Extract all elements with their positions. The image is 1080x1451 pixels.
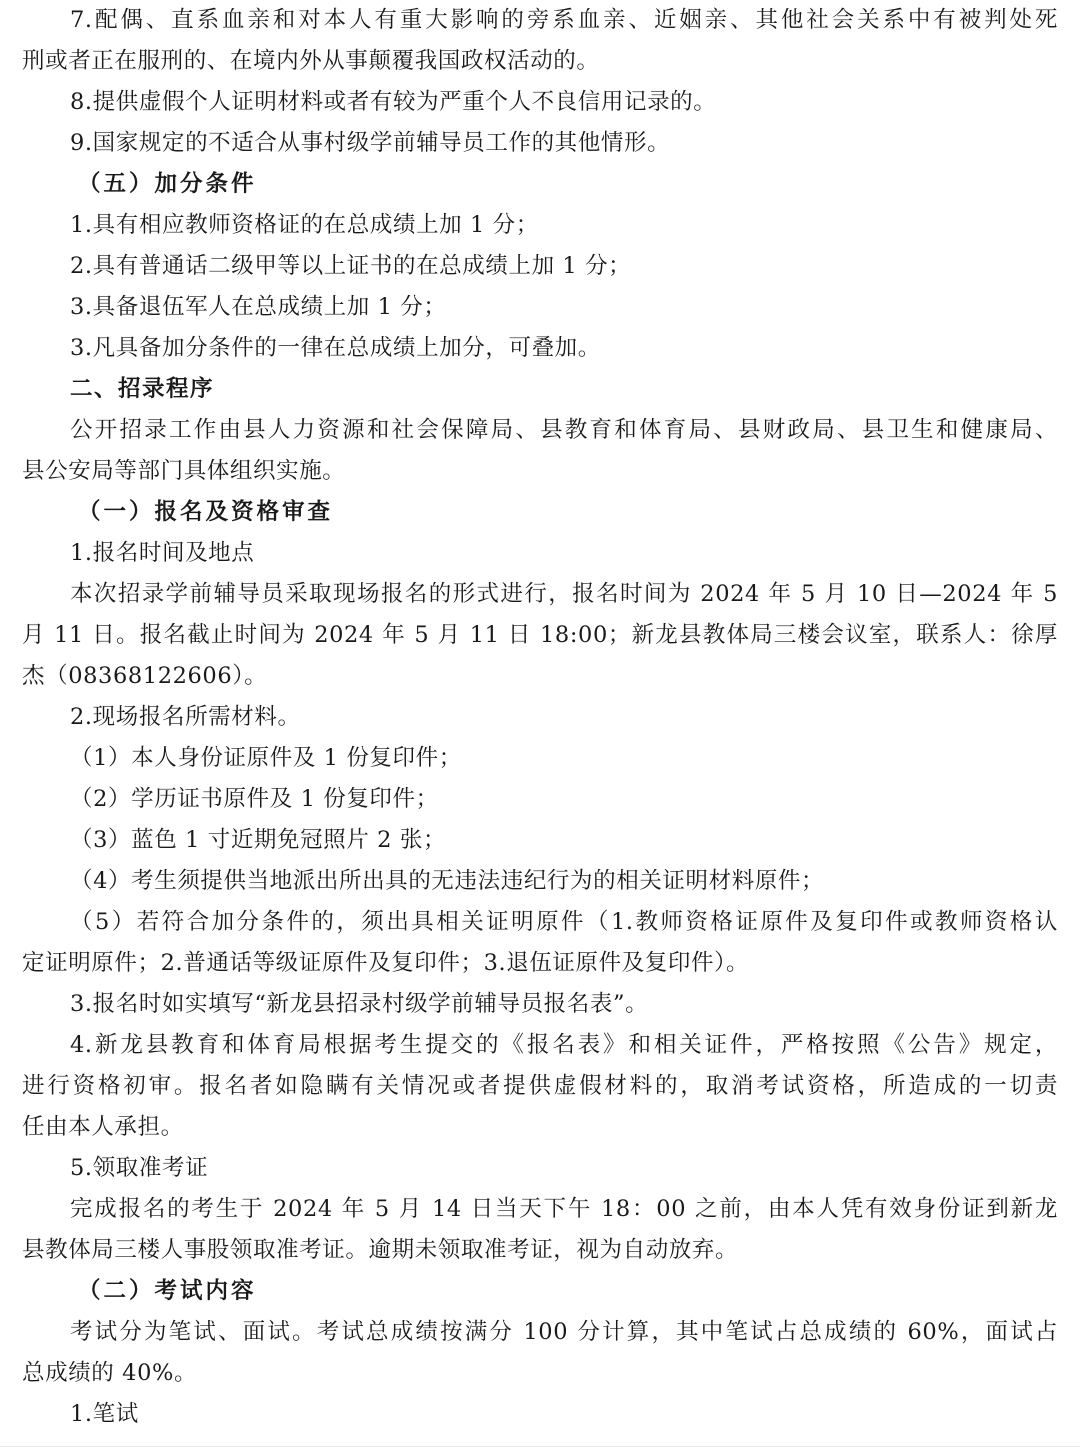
para-line: 2.具有普通话二级甲等以上证书的在总成绩上加 1 分； xyxy=(70,253,632,279)
para-line: 9.国家规定的不适合从事村级学前辅导员工作的其他情形。 xyxy=(70,130,671,156)
page-edge-divider xyxy=(0,1446,1080,1447)
para-line: 5.领取准考证 xyxy=(70,1155,209,1181)
para-line: 本次招录学前辅导员采取现场报名的形式进行，报名时间为 2024 年 5 月 10 日—2024 年 5 xyxy=(70,581,1058,607)
para-line: 完成报名的考生于 2024 年 5 月 14 日当天下午 18：00 之前，由本人凭有效身份证到新龙 xyxy=(70,1196,1058,1222)
list-item: （4）考生须提供当地派出所出具的无违法违纪行为的相关证明材料原件； xyxy=(70,868,825,894)
para-line: 杰（08368122606）。 xyxy=(22,663,268,689)
para-line: 2.现场报名所需材料。 xyxy=(70,704,301,730)
para-line: 3.具备退伍军人在总成绩上加 1 分； xyxy=(70,294,447,320)
para-line: 7.配偶、直系血亲和对本人有重大影响的旁系血亲、近姻亲、其他社会关系中有被判处死 xyxy=(70,7,1058,33)
list-item: （3）蓝色 1 寸近期免冠照片 2 张； xyxy=(70,827,447,853)
para-line: 3.凡具备加分条件的一律在总成绩上加分，可叠加。 xyxy=(70,335,601,361)
para-line: 8.提供虚假个人证明材料或者有较为严重个人不良信用记录的。 xyxy=(70,89,717,115)
para-line: 总成绩的 40%。 xyxy=(22,1360,198,1386)
subsection-heading: （二）考试内容 xyxy=(78,1278,257,1304)
para-line: 4.新龙县教育和体育局根据考生提交的《报名表》和相关证件，严格按照《公告》规定， xyxy=(70,1032,1058,1058)
list-item: （5）若符合加分条件的，须出具相关证明原件（1.教师资格证原件及复印件或教师资格认 xyxy=(70,909,1058,935)
para-line: 县公安局等部门具体组织实施。 xyxy=(22,458,346,484)
para-line: 月 11 日。报名截止时间为 2024 年 5 月 11 日 18:00；新龙县教体局三楼会议室，联系人：徐厚 xyxy=(22,622,1058,648)
para-line: 3.报名时如实填写“新龙县招录村级学前辅导员报名表”。 xyxy=(70,991,649,1017)
para-line: 县教体局三楼人事股领取准考证。逾期未领取准考证，视为自动放弃。 xyxy=(22,1237,739,1263)
subsection-heading: （五）加分条件 xyxy=(78,171,257,197)
para-line: 1.报名时间及地点 xyxy=(70,540,255,566)
subsection-heading: （一）报名及资格审查 xyxy=(78,499,334,525)
para-line: 进行资格初审。报名者如隐瞒有关情况或者提供虚假材料的，取消考试资格，所造成的一切责 xyxy=(22,1073,1058,1099)
para-line: 1.具有相应教师资格证的在总成绩上加 1 分； xyxy=(70,212,539,238)
para-line: 1.笔试 xyxy=(70,1401,139,1427)
para-line: 定证明原件；2.普通话等级证原件及复印件；3.退伍证原件及复印件）。 xyxy=(22,950,750,976)
section-heading: 二、招录程序 xyxy=(70,376,215,402)
document-page xyxy=(22,0,1058,1451)
para-line: 公开招录工作由县人力资源和社会保障局、县教育和体育局、县财政局、县卫生和健康局、 xyxy=(70,417,1058,443)
para-line: 考试分为笔试、面试。考试总成绩按满分 100 分计算，其中笔试占总成绩的 60%，面试占 xyxy=(70,1319,1058,1345)
para-line: 任由本人承担。 xyxy=(22,1114,184,1140)
list-item: （2）学历证书原件及 1 份复印件； xyxy=(70,786,439,812)
list-item: （1）本人身份证原件及 1 份复印件； xyxy=(70,745,462,771)
para-line: 刑或者正在服刑的、在境内外从事颠覆我国政权活动的。 xyxy=(22,48,600,74)
